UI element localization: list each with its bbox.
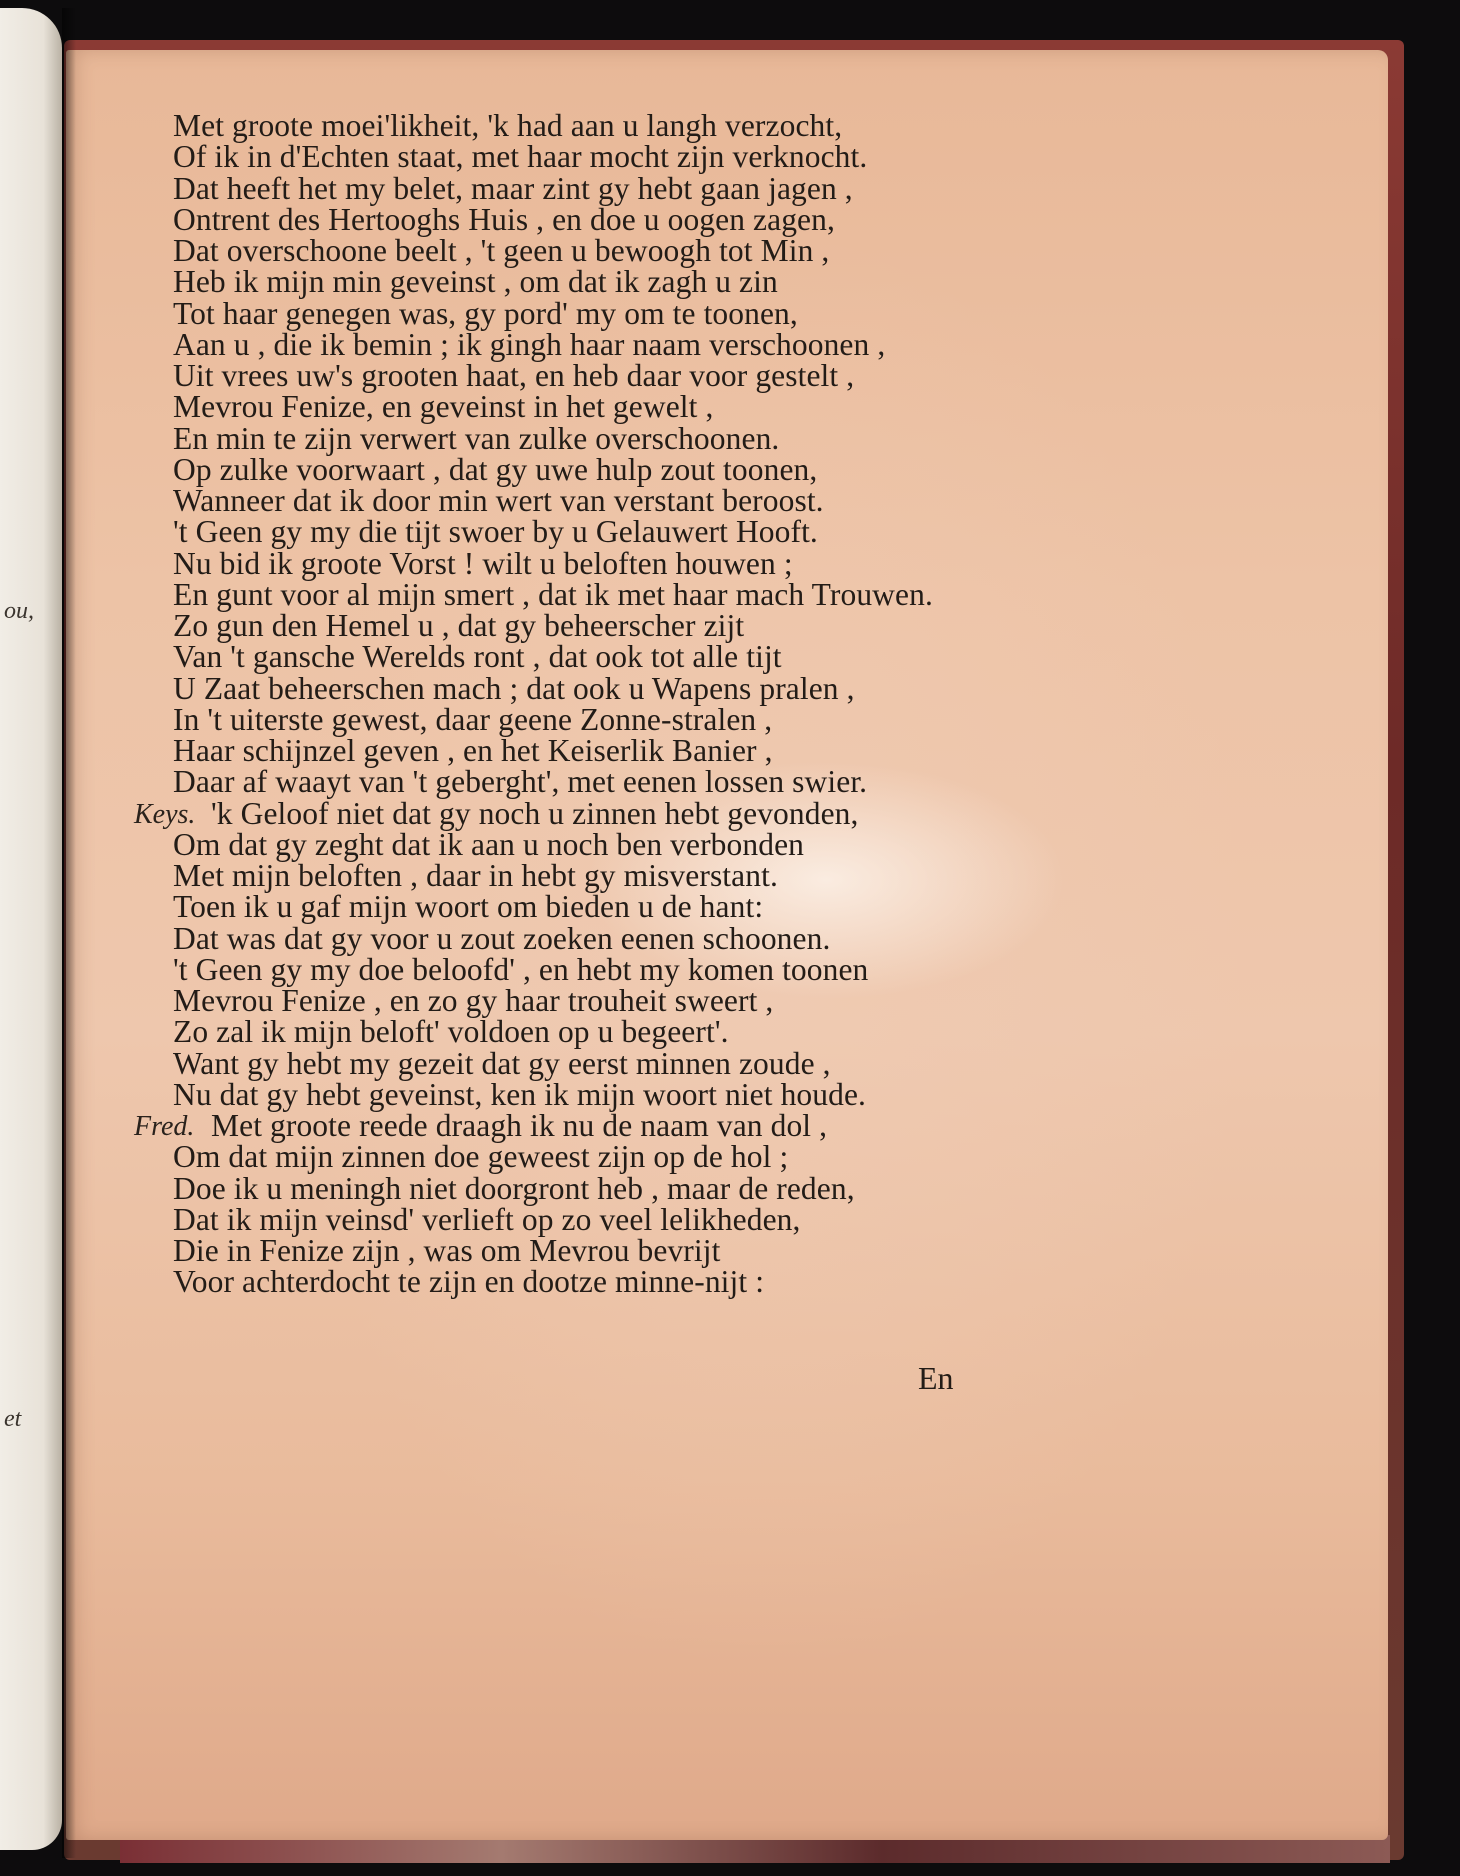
verse-line: Dat was dat gy voor u zout zoeken eenen schoonen. <box>173 920 831 956</box>
verse-line: Nu dat gy hebt geveinst, ken ik mijn woort niet houde. <box>173 1076 867 1112</box>
verse-line: Heb ik mijn min geveinst , om dat ik zagh u zin <box>173 264 778 300</box>
spine-shadow <box>62 8 76 1858</box>
verse-line: Met groote moei'likheit, 'k had aan u langh verzocht, <box>173 108 843 143</box>
verse-line: Nu bid ik groote Vorst ! wilt u beloften houwen ; <box>173 545 793 581</box>
verse-line: Of ik in d'Echten staat, met haar mocht zijn verknocht. <box>173 139 868 175</box>
verse-text-block <box>66 50 1388 1840</box>
verse-line: Dat overschoone beelt , 't geen u bewoogh tot Min , <box>173 233 830 268</box>
verse-line: Voor achterdocht te zijn en dootze minne-nijt : <box>173 1264 765 1300</box>
verse-line: Met mijn beloften , daar in hebt gy misverstant. <box>173 858 778 893</box>
verse-line: Toen ik u gaf mijn woort om bieden u de hant: <box>173 889 764 925</box>
verse-line: In 't uiterste gewest, daar geene Zonne-stralen , <box>173 701 773 737</box>
verse-line: Om dat gy zeght dat ik aan u noch ben verbonden <box>173 826 805 862</box>
verse-line: Van 't gansche Werelds ront , dat ook tot alle tijt <box>173 639 782 675</box>
verse-line: Doe ik u meningh niet doorgront heb , maar de reden, <box>173 1170 855 1206</box>
verse-line: Zo gun den Hemel u , dat gy beheerscher zijt <box>173 608 745 643</box>
verse-line: Met groote reede draagh ik nu de naam van dol , <box>211 1108 828 1143</box>
verse-line: Aan u , die ik bemin ; ik gingh haar naam verschoonen , <box>173 326 886 362</box>
verse-line: 't Geen gy my doe beloofd' , en hebt my komen toonen <box>173 951 869 987</box>
speaker-label: Fred. <box>134 1111 195 1142</box>
verse-line: Tot haar genegen was, gy pord' my om te toonen, <box>173 295 798 331</box>
verse-line: Want gy hebt my gezeit dat gy eerst minnen zoude , <box>173 1045 831 1081</box>
verse-line: U Zaat beheerschen mach ; dat ook u Wapens pralen , <box>173 670 855 706</box>
verse-line: Daar af waayt van 't geberght', met eenen lossen swier. <box>173 764 868 800</box>
verse-line: En gunt voor al mijn smert , dat ik met haar mach Trouwen. <box>173 576 933 612</box>
verse-line: En min te zijn verwert van zulke overschoonen. <box>173 420 780 456</box>
verse-line: 't Geen gy my die tijt swoer by u Gelauwert Hooft. <box>173 514 818 550</box>
verse-line: Op zulke voorwaart , dat gy uwe hulp zout toonen, <box>173 451 818 487</box>
verse-line: Dat heeft het my belet, maar zint gy hebt gaan jagen , <box>173 170 853 206</box>
verse-line: Mevrou Fenize, en geveinst in het gewelt , <box>173 389 714 425</box>
verse-line: Om dat mijn zinnen doe geweest zijn op de hol ; <box>173 1139 789 1175</box>
book-page <box>66 50 1388 1840</box>
previous-page-fragment: ou, <box>4 598 34 624</box>
verse-line: Die in Fenize zijn , was om Mevrou bevrijt <box>173 1233 721 1268</box>
verse-line: Haar schijnzel geven , en het Keiserlik Banier , <box>173 733 773 768</box>
verse-line: Wanneer dat ik door min wert van verstant beroost. <box>173 483 824 518</box>
verse-line: Mevrou Fenize , en zo gy haar trouheit sweert , <box>173 983 774 1018</box>
verse-line: Dat ik mijn veinsd' verlieft op zo veel lelikheden, <box>173 1201 801 1237</box>
verse-line: Ontrent des Hertooghs Huis , en doe u oogen zagen, <box>173 201 835 237</box>
verse-line: Zo zal ik mijn beloft' voldoen op u begeert'. <box>173 1014 729 1050</box>
catchword: En <box>918 1360 954 1396</box>
speaker-label: Keys. <box>134 798 196 830</box>
verse-line: Uit vrees uw's grooten haat, en heb daar voor gestelt , <box>173 358 855 393</box>
previous-page-fragment: et <box>4 1406 22 1432</box>
previous-page-edge <box>0 8 62 1850</box>
verse-line: 'k Geloof niet dat gy noch u zinnen hebt gevonden, <box>211 795 859 831</box>
